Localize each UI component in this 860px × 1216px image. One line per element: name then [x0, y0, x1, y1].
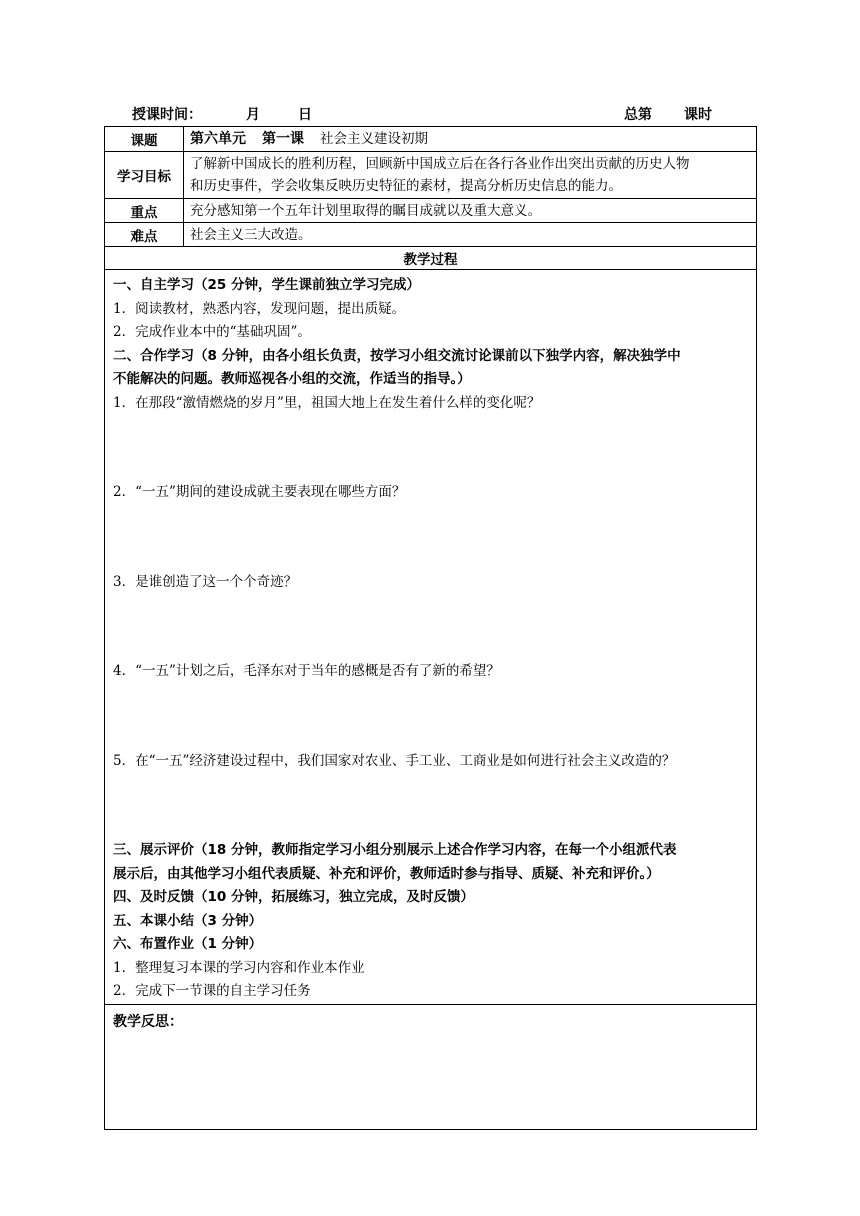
answer-space-1	[113, 415, 750, 481]
question-2: 2．“一五”期间的建设成就主要表现在哪些方面？	[113, 484, 406, 500]
day-label: 日	[298, 107, 312, 123]
question-5: 5．在“一五”经济建设过程中，我们国家对农业、手工业、工商业是如何进行社会主义改造的？	[113, 752, 676, 769]
homework-item-2: 2．完成下一节课的自主学习任务	[113, 983, 311, 999]
homework-item-1: 1．整理复习本课的学习内容和作业本作业	[113, 959, 365, 976]
goal-line-1: 了解新中国成长的胜利历程，回顾新中国成立后在各行各业作出突出贡献的历史人物	[190, 156, 690, 172]
answer-space-2	[113, 505, 750, 571]
goal-value	[184, 152, 757, 199]
section-feedback: 四、及时反馈（10 分钟，拓展练习，独立完成，及时反馈）	[113, 889, 474, 905]
topic-row	[105, 127, 757, 152]
month-label: 月	[246, 107, 260, 123]
key-point-label: 重点	[105, 199, 184, 223]
header-line	[104, 104, 756, 126]
section-summary: 五、本课小结（3 分钟）	[113, 912, 263, 929]
answer-space-3	[113, 594, 750, 660]
self-study-item-1: 1．阅读教材，熟悉内容，发现问题，提出质疑。	[113, 300, 406, 317]
answer-space-4	[113, 684, 750, 750]
section-presentation-line-1: 三、展示评价（18 分钟，教师指定学习小组分别展示上述合作学习内容，在每一个小组派代表	[113, 842, 677, 858]
section-presentation-line-2: 展示后，由其他学习小组代表质疑、补充和评价，教师适时参与指导、质疑、补充和评价。）	[113, 865, 660, 882]
process-heading-row	[105, 247, 757, 270]
difficulty-row	[105, 223, 757, 247]
reflection-label: 教学反思：	[113, 1013, 183, 1030]
process-body-row	[105, 270, 757, 1005]
topic-lesson: 第一课	[262, 131, 304, 147]
question-3: 3．是谁创造了这一个个奇迹？	[113, 573, 298, 590]
key-point-value: 充分感知第一个五年计划里取得的瞩目成就以及重大意义。	[184, 199, 757, 223]
question-1: 1．在那段“激情燃烧的岁月”里，祖国大地上在发生着什么样的变化呢？	[113, 394, 541, 411]
section-self-study: 一、自主学习（25 分钟，学生课前独立学习完成）	[113, 277, 420, 293]
reflection-row	[105, 1004, 757, 1129]
process-heading: 教学过程	[105, 247, 757, 270]
total-label: 总第	[624, 107, 652, 123]
process-body	[105, 270, 757, 1005]
section-cooperative-line-2: 不能解决的问题。教师巡视各小组的交流，作适当的指导。）	[113, 371, 471, 387]
goal-row	[105, 152, 757, 199]
difficulty-value: 社会主义三大改造。	[184, 223, 757, 247]
reflection-cell[interactable]	[105, 1004, 757, 1129]
topic-label: 课题	[105, 127, 184, 152]
section-cooperative-line-1: 二、合作学习（8 分钟，由各小组长负责，按学习小组交流讨论课前以下独学内容，解决独学中	[113, 347, 681, 364]
goal-line-2: 和历史事件，学会收集反映历史特征的素材，提高分析历史信息的能力。	[190, 178, 622, 194]
self-study-item-2: 2．完成作业本中的“基础巩固”。	[113, 324, 311, 340]
difficulty-label: 难点	[105, 223, 184, 247]
topic-value	[184, 127, 757, 152]
section-homework: 六、布置作业（1 分钟）	[113, 936, 263, 952]
lesson-plan-table	[104, 126, 757, 1130]
answer-space-5	[113, 773, 750, 839]
period-label: 课时	[684, 107, 712, 123]
question-4: 4．“一五”计划之后，毛泽东对于当年的感概是否有了新的希望？	[113, 663, 500, 679]
goal-label: 学习目标	[105, 152, 184, 199]
key-point-row	[105, 199, 757, 223]
class-time-label: 授课时间：	[132, 107, 202, 123]
topic-unit: 第六单元	[190, 131, 246, 147]
topic-title: 社会主义建设初期	[320, 131, 428, 147]
